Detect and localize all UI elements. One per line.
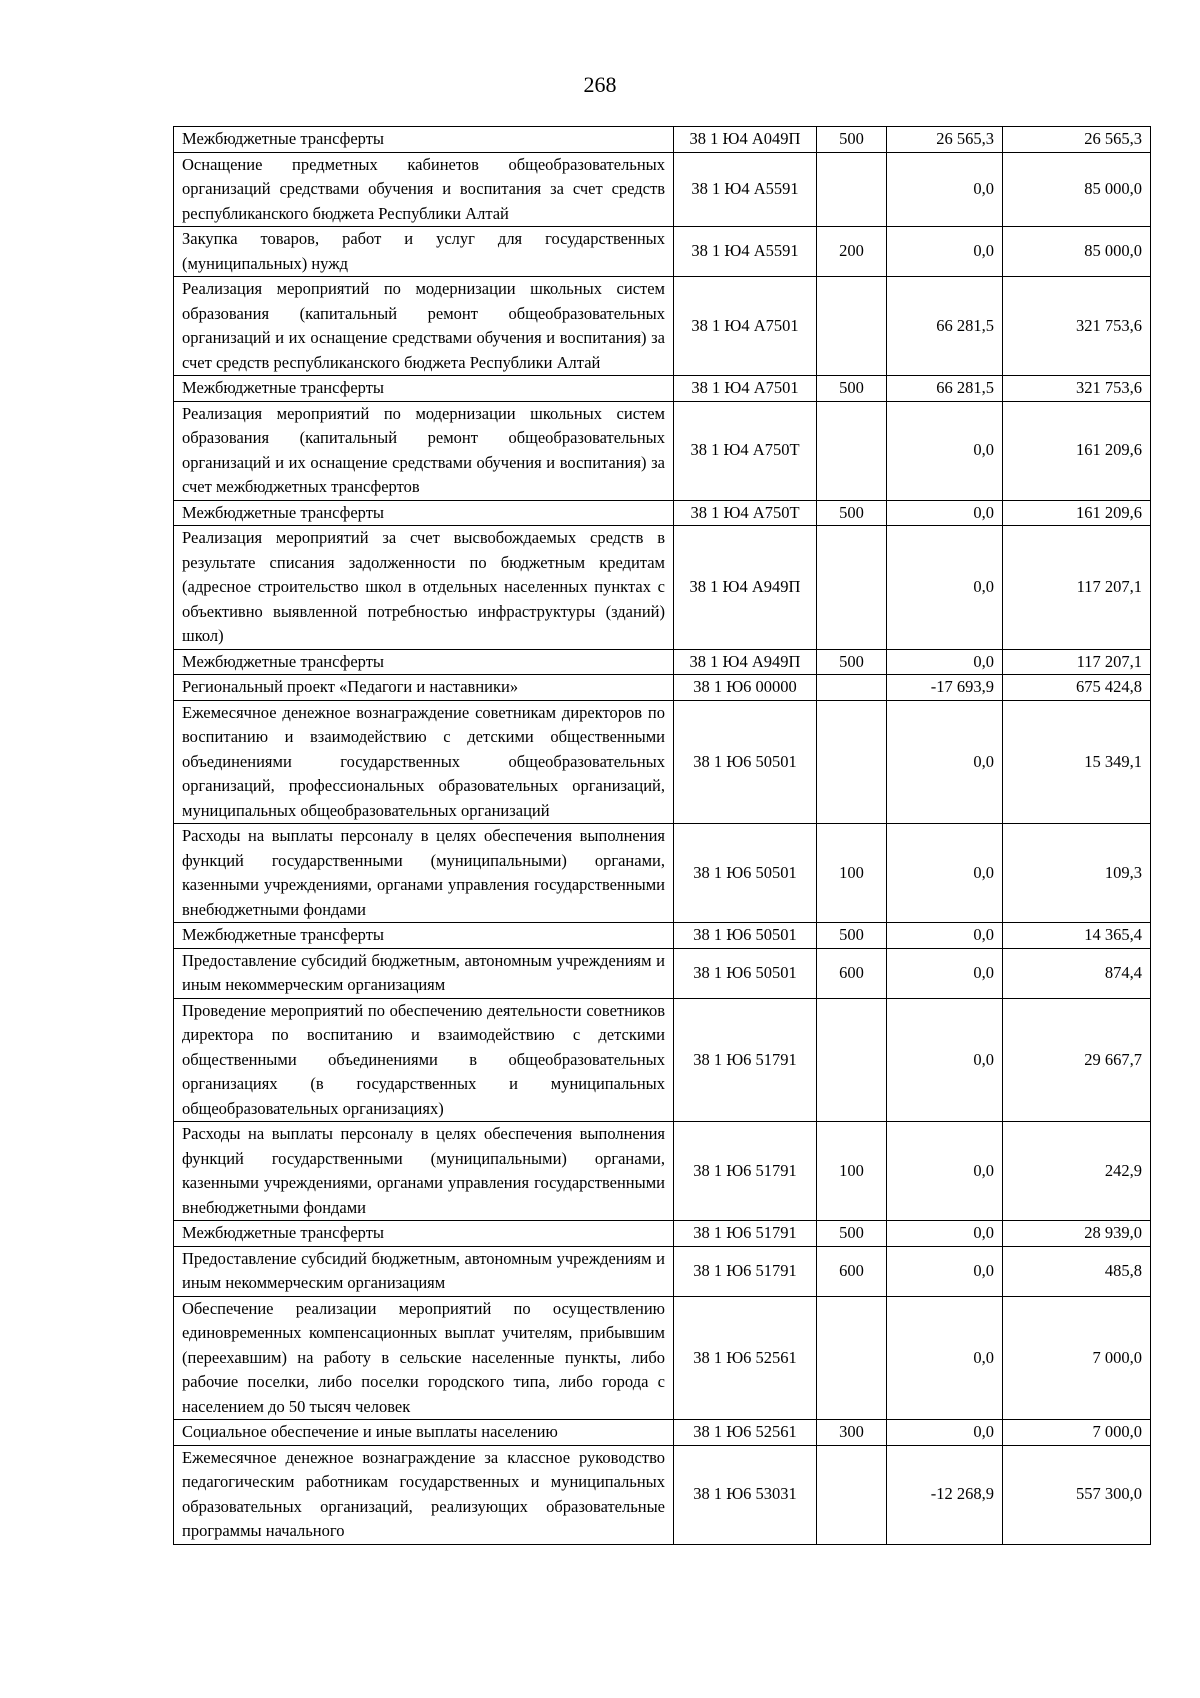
expense-type-code [817,700,887,824]
amount-change: 0,0 [887,948,1003,998]
amount-change: -12 268,9 [887,1445,1003,1544]
row-name-cell: Предоставление субсидий бюджетным, автономным учреждениям и иным некоммерческим организациям [174,948,674,998]
target-article-code: 38 1 Ю4 А5591 [674,227,817,277]
amount-total: 117 207,1 [1003,649,1151,675]
row-name-cell: Ежемесячное денежное вознаграждение за классное руководство педагогическим работникам государственных и муниципальных образовательных организаций, реализующих образовательные программы начального [174,1445,674,1544]
row-name-cell: Межбюджетные трансферты [174,1221,674,1247]
expense-type-code [817,277,887,376]
row-name-cell: Закупка товаров, работ и услуг для государственных (муниципальных) нужд [174,227,674,277]
amount-change: 0,0 [887,526,1003,650]
row-name-cell: Межбюджетные трансферты [174,127,674,153]
row-name-cell: Обеспечение реализации мероприятий по осуществлению единовременных компенсационных выплат учителям, прибывшим (переехавшим) на работу в сельские населенные пункты, либо рабочие поселки, либо поселки городского типа, либо города с населением до 50 тысяч человек [174,1296,674,1420]
target-article-code: 38 1 Ю4 А7501 [674,376,817,402]
target-article-code: 38 1 Ю6 53031 [674,1445,817,1544]
row-name-cell: Межбюджетные трансферты [174,649,674,675]
amount-change: 0,0 [887,401,1003,500]
amount-total: 161 209,6 [1003,401,1151,500]
amount-total: 675 424,8 [1003,675,1151,701]
amount-total: 7 000,0 [1003,1296,1151,1420]
amount-change: 0,0 [887,649,1003,675]
target-article-code: 38 1 Ю4 А949П [674,526,817,650]
table-row [174,923,1151,949]
expense-type-code [817,526,887,650]
expense-type-code [817,152,887,227]
amount-change: 0,0 [887,1246,1003,1296]
target-article-code: 38 1 Ю6 52561 [674,1296,817,1420]
amount-total: 26 565,3 [1003,127,1151,153]
table-row [174,152,1151,227]
expense-type-code: 500 [817,500,887,526]
amount-change: 0,0 [887,500,1003,526]
table-row [174,500,1151,526]
table-row [174,1246,1151,1296]
amount-total: 321 753,6 [1003,277,1151,376]
table-row [174,998,1151,1122]
amount-total: 242,9 [1003,1122,1151,1221]
amount-change: 0,0 [887,824,1003,923]
table-row [174,649,1151,675]
target-article-code: 38 1 Ю6 51791 [674,1246,817,1296]
amount-total: 874,4 [1003,948,1151,998]
budget-table [173,126,1151,1545]
expense-type-code: 200 [817,227,887,277]
amount-total: 109,3 [1003,824,1151,923]
row-name-cell: Проведение мероприятий по обеспечению деятельности советников директора по воспитанию и взаимодействию с детскими общественными объединениями в общеобразовательных организациях (в государственных и муниципальных общеобразовательных организациях) [174,998,674,1122]
table-row [174,675,1151,701]
table-row [174,1445,1151,1544]
table-row [174,127,1151,153]
target-article-code: 38 1 Ю4 А750Т [674,401,817,500]
target-article-code: 38 1 Ю4 А7501 [674,277,817,376]
amount-change: 0,0 [887,998,1003,1122]
table-row [174,277,1151,376]
amount-change: -17 693,9 [887,675,1003,701]
expense-type-code: 500 [817,376,887,402]
target-article-code: 38 1 Ю6 50501 [674,824,817,923]
table-row [174,700,1151,824]
target-article-code: 38 1 Ю6 51791 [674,1221,817,1247]
expense-type-code: 500 [817,649,887,675]
amount-total: 85 000,0 [1003,227,1151,277]
page-number: 268 [583,72,617,97]
table-row [174,1420,1151,1446]
target-article-code: 38 1 Ю6 00000 [674,675,817,701]
amount-total: 85 000,0 [1003,152,1151,227]
table-row [174,948,1151,998]
amount-change: 0,0 [887,1420,1003,1446]
amount-change: 66 281,5 [887,376,1003,402]
row-name-cell: Межбюджетные трансферты [174,376,674,402]
amount-change: 0,0 [887,923,1003,949]
budget-table-body [174,127,1151,1545]
expense-type-code: 500 [817,923,887,949]
row-name-cell: Реализация мероприятий по модернизации школьных систем образования (капитальный ремонт общеобразовательных организаций и их оснащение средствами обучения и воспитания) за счет средств республиканского бюджета Республики Алтай [174,277,674,376]
row-name-cell: Региональный проект «Педагоги и наставники» [174,675,674,701]
row-name-cell: Социальное обеспечение и иные выплаты населению [174,1420,674,1446]
amount-change: 0,0 [887,227,1003,277]
target-article-code: 38 1 Ю4 А5591 [674,152,817,227]
expense-type-code [817,1445,887,1544]
row-name-cell: Оснащение предметных кабинетов общеобразовательных организаций средствами обучения и воспитания за счет средств республиканского бюджета Республики Алтай [174,152,674,227]
row-name-cell: Реализация мероприятий за счет высвобождаемых средств в результате списания задолженности по бюджетным кредитам (адресное строительство школ в отдельных населенных пунктах с объективно выявленной потребностью инфраструктуры (зданий) школ) [174,526,674,650]
target-article-code: 38 1 Ю4 А049П [674,127,817,153]
amount-total: 161 209,6 [1003,500,1151,526]
row-name-cell: Реализация мероприятий по модернизации школьных систем образования (капитальный ремонт общеобразовательных организаций и их оснащение средствами обучения и воспитания) за счет межбюджетных трансфертов [174,401,674,500]
expense-type-code [817,998,887,1122]
row-name-cell: Расходы на выплаты персоналу в целях обеспечения выполнения функций государственными (муниципальными) органами, казенными учреждениями, органами управления государственными внебюджетными фондами [174,1122,674,1221]
amount-total: 29 667,7 [1003,998,1151,1122]
amount-total: 7 000,0 [1003,1420,1151,1446]
expense-type-code: 600 [817,948,887,998]
row-name-cell: Межбюджетные трансферты [174,500,674,526]
expense-type-code: 100 [817,1122,887,1221]
amount-change: 0,0 [887,152,1003,227]
table-row [174,401,1151,500]
amount-total: 15 349,1 [1003,700,1151,824]
amount-change: 0,0 [887,1296,1003,1420]
target-article-code: 38 1 Ю4 А750Т [674,500,817,526]
row-name-cell: Расходы на выплаты персоналу в целях обеспечения выполнения функций государственными (муниципальными) органами, казенными учреждениями, органами управления государственными внебюджетными фондами [174,824,674,923]
target-article-code: 38 1 Ю6 50501 [674,700,817,824]
row-name-cell: Ежемесячное денежное вознаграждение советникам директоров по воспитанию и взаимодействию с детскими общественными объединениями государственных общеобразовательных организаций, профессиональных образовательных организаций, муниципальных общеобразовательных организаций [174,700,674,824]
table-row [174,526,1151,650]
target-article-code: 38 1 Ю6 50501 [674,948,817,998]
amount-total: 14 365,4 [1003,923,1151,949]
amount-total: 485,8 [1003,1246,1151,1296]
table-row [174,227,1151,277]
table-row [174,824,1151,923]
amount-change: 26 565,3 [887,127,1003,153]
amount-total: 557 300,0 [1003,1445,1151,1544]
expense-type-code [817,401,887,500]
expense-type-code: 100 [817,824,887,923]
amount-total: 28 939,0 [1003,1221,1151,1247]
target-article-code: 38 1 Ю4 А949П [674,649,817,675]
target-article-code: 38 1 Ю6 52561 [674,1420,817,1446]
table-row [174,376,1151,402]
amount-total: 117 207,1 [1003,526,1151,650]
amount-total: 321 753,6 [1003,376,1151,402]
amount-change: 0,0 [887,1122,1003,1221]
row-name-cell: Предоставление субсидий бюджетным, автономным учреждениям и иным некоммерческим организациям [174,1246,674,1296]
expense-type-code [817,675,887,701]
expense-type-code [817,1296,887,1420]
expense-type-code: 500 [817,127,887,153]
table-row [174,1221,1151,1247]
amount-change: 0,0 [887,700,1003,824]
amount-change: 0,0 [887,1221,1003,1247]
row-name-cell: Межбюджетные трансферты [174,923,674,949]
expense-type-code: 500 [817,1221,887,1247]
amount-change: 66 281,5 [887,277,1003,376]
expense-type-code: 300 [817,1420,887,1446]
expense-type-code: 600 [817,1246,887,1296]
target-article-code: 38 1 Ю6 51791 [674,1122,817,1221]
target-article-code: 38 1 Ю6 50501 [674,923,817,949]
table-row [174,1296,1151,1420]
target-article-code: 38 1 Ю6 51791 [674,998,817,1122]
table-row [174,1122,1151,1221]
